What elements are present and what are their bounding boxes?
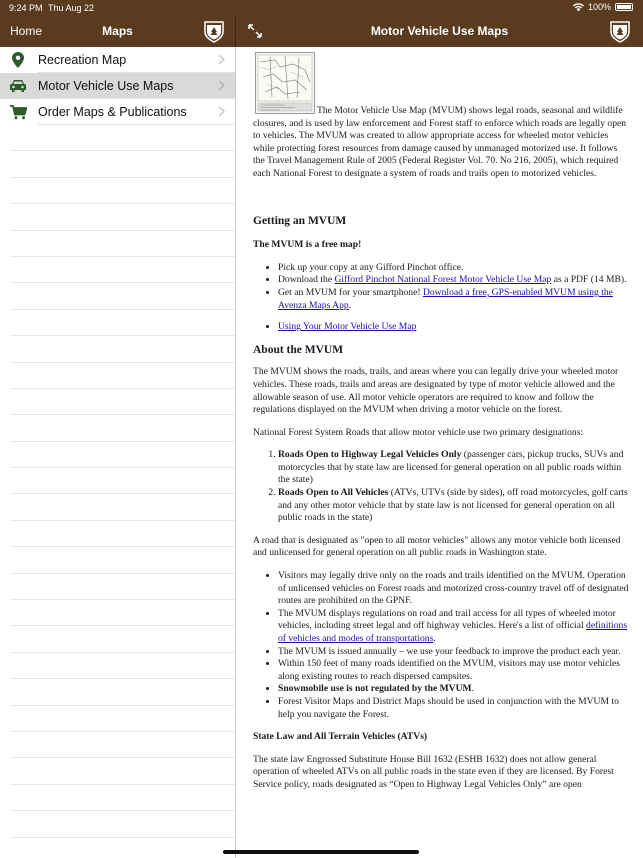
sidebar-navbar <box>0 16 236 47</box>
empty-list-row <box>10 785 235 811</box>
empty-list-row <box>10 151 235 177</box>
empty-list-row <box>10 310 235 336</box>
state-law-paragraph: The state law Engrossed Substitute House Bill 1632 (ESHB 1632) does not allow general operation of wheeled ATVs on all public roads in the state even if they are licensed. By Forest Service policy, roads designated as “Open to Highway Legal Vehicles Only” are open <box>253 753 614 790</box>
designations-intro: National Forest System Roads that allow motor vehicle use two primary designations: <box>253 426 584 438</box>
status-right <box>573 2 633 12</box>
list-item: • Forest Visitor Maps and District Maps should be used in conjunction with the MVUM to help you navigate the Forest. <box>278 696 629 721</box>
status-bar <box>0 0 643 16</box>
empty-list-row <box>10 125 235 151</box>
empty-list-row <box>10 838 235 858</box>
using-mvum-link[interactable]: Using Your Motor Vehicle Use Map <box>278 321 417 333</box>
designation-text: (passenger cars, pickup trucks, SUVs and motorcycles that by state law are licensed for general operation on all public roads within the state) <box>278 449 624 486</box>
empty-list-row <box>10 389 235 415</box>
list-item <box>278 487 629 525</box>
empty-list-row <box>10 732 235 758</box>
list-item <box>278 608 629 646</box>
empty-list-row <box>10 257 235 283</box>
mvum-article[interactable] <box>236 47 643 858</box>
designation-title: Roads Open to Highway Legal Vehicles Only <box>278 449 462 461</box>
empty-list-row <box>10 178 235 204</box>
empty-list-row <box>10 653 235 679</box>
forest-service-shield-icon <box>609 19 631 43</box>
empty-list-row <box>10 600 235 626</box>
rules-list <box>253 570 629 721</box>
state-law-heading: State Law and All Terrain Vehicles (ATVs) <box>253 731 428 743</box>
sidebar-item-label: Motor Vehicle Use Maps <box>38 79 174 93</box>
sidebar <box>0 47 236 858</box>
sidebar-item-label: Order Maps & Publications <box>38 105 187 119</box>
free-map-text: The MVUM is a free map! <box>253 239 362 251</box>
empty-list-row <box>10 415 235 441</box>
empty-list-row <box>10 758 235 784</box>
empty-list-row <box>10 468 235 494</box>
list-item <box>278 321 629 334</box>
home-indicator[interactable] <box>223 850 419 854</box>
list-item <box>278 683 629 696</box>
list-item <box>278 274 629 287</box>
avenza-app-link[interactable]: Download a free, GPS-enabled MVUM using the Avenza Maps App <box>278 286 613 311</box>
mvum-map-thumbnail[interactable] <box>255 52 315 114</box>
sidebar-item-label: Recreation Map <box>38 53 127 67</box>
list-item <box>278 287 629 312</box>
empty-list-row <box>10 811 235 837</box>
car-icon <box>9 77 27 95</box>
mvum-pdf-link[interactable]: Gifford Pinchot National Forest Motor Vehicle Use Map <box>334 274 552 286</box>
empty-list-row <box>10 547 235 573</box>
sidebar-item-order-maps[interactable] <box>0 99 235 125</box>
empty-list-row <box>10 283 235 309</box>
chevron-right-icon <box>218 106 225 117</box>
download-suffix: as a PDF (14 MB). <box>551 274 627 286</box>
empty-list-row <box>10 679 235 705</box>
intro-paragraph: The Motor Vehicle Use Map (MVUM) shows legal roads, seasonal and wildlife closures, and is used by law enforcement and Forest staff to enforce which roads are legally open to vehicles. The MVUM was created to allow appropriate access for wheeled motor vehicles while protecting forest resources from damage caused by unmanaged motorized use. It follows the Travel Management Rule of 2005 (Federal Register Vol. 70. No 216, 2005), which required each National Forest to designate a system of roads and trails open to motorized vehicles. <box>253 105 627 179</box>
list-item <box>278 262 629 275</box>
empty-list-row <box>10 521 235 547</box>
empty-list-rows <box>0 125 235 858</box>
empty-list-row <box>10 706 235 732</box>
about-mvum-heading: About the MVUM <box>253 343 344 356</box>
battery-percent: 100% <box>587 2 611 12</box>
empty-list-row <box>10 204 235 230</box>
status-time: 9:24 PM <box>9 3 43 13</box>
cart-icon <box>9 103 27 121</box>
rule-prefix: The MVUM displays regulations on road and trail access for all types of wheeled motor vehicles, including street legal and off highway vehicles. Here's a list of official <box>278 607 616 632</box>
detail-navbar <box>236 16 643 47</box>
empty-list-row <box>10 231 235 257</box>
vehicle-definitions-link[interactable]: definitions of vehicles and modes of transportations <box>278 620 628 644</box>
download-prefix: Download the <box>278 274 335 286</box>
designations-list <box>253 449 629 525</box>
wifi-icon <box>573 3 584 12</box>
battery-icon <box>615 3 633 11</box>
list-item: • Within 150 feet of many roads identified on the MVUM, visitors may use motor vehicles along existing routes to reach dispersed campsites. <box>278 658 629 683</box>
phone-prefix: Get an MVUM for your smartphone! <box>278 286 423 298</box>
list-item: • The MVUM is issued annually – we use your feedback to improve the product each year. <box>278 646 629 659</box>
pickup-text: Pick up your copy at any Gifford Pinchot office. <box>278 261 464 273</box>
empty-list-row <box>10 363 235 389</box>
chevron-right-icon <box>218 80 225 91</box>
intro-block <box>253 52 629 181</box>
snowmobile-text: Snowmobile use is not regulated by the MVUM <box>278 683 472 695</box>
designation-title: Roads Open to All Vehicles <box>278 487 389 499</box>
designation-text: (ATVs, UTVs (side by sides), off road motorcycles, golf carts and any other motor vehicle that by state law is not licensed for general operation on all public roads in the state) <box>278 487 628 524</box>
empty-list-row <box>10 442 235 468</box>
snowmobile-suffix: . <box>471 683 474 695</box>
phone-suffix: . <box>348 299 352 311</box>
rule-suffix: . <box>433 633 436 644</box>
sidebar-title: Maps <box>102 24 133 38</box>
empty-list-row <box>10 494 235 520</box>
chevron-right-icon <box>218 54 225 65</box>
getting-list <box>253 262 629 334</box>
list-item <box>278 449 629 487</box>
getting-mvum-heading: Getting an MVUM <box>253 214 347 227</box>
home-back-button[interactable]: Home <box>10 24 43 38</box>
empty-list-row <box>10 574 235 600</box>
sidebar-item-motor-vehicle-use-maps[interactable] <box>0 73 235 99</box>
about-paragraph: The MVUM shows the roads, trails, and areas where you can legally drive your wheeled motor vehicles. These roads, trails and areas are designated by type of motor vehicle allowed and the allowable season of use. All motor vehicle operators are required to know and follow the regulations displayed on the MVUM when driving a motor vehicle on the forest. <box>253 366 619 416</box>
list-item: • Visitors may legally drive only on the roads and trails identified on the MVUM. Operation of unlicensed vehicles on Forest roads and motorized cross-country travel off of designated routes are prohibited on the GPNF. <box>278 570 629 608</box>
sidebar-item-recreation-map[interactable] <box>0 47 235 73</box>
forest-service-shield-icon <box>203 19 225 43</box>
detail-title: Motor Vehicle Use Maps <box>370 24 509 38</box>
open-all-vehicles-paragraph: A road that is designated as "open to all motor vehicles" allows any motor vehicle both licensed and unlicensed for general operation on all public roads in Washington state. <box>253 534 621 559</box>
empty-list-row <box>10 336 235 362</box>
status-date: Thu Aug 22 <box>48 3 95 13</box>
empty-list-row <box>10 626 235 652</box>
map-pin-icon <box>9 51 27 69</box>
